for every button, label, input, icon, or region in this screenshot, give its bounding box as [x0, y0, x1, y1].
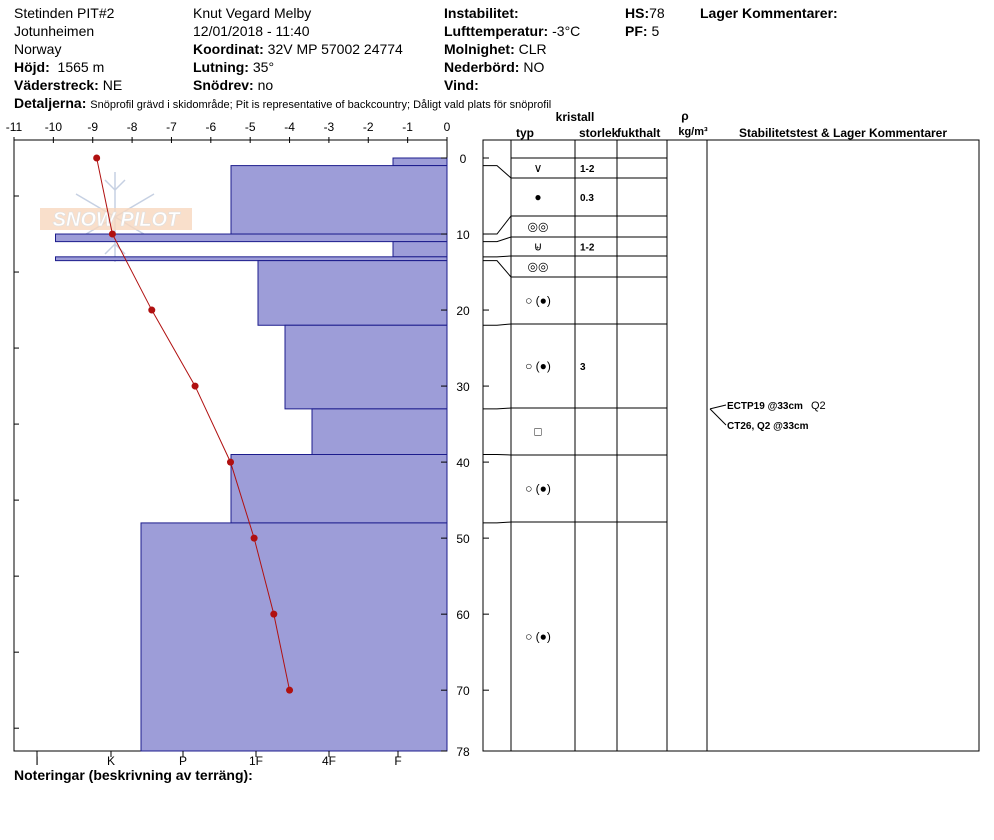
pf-row: PF: 5 [625, 23, 660, 39]
sky-row: Molnighet: CLR [444, 41, 547, 57]
datetime: 12/01/2018 - 11:40 [193, 23, 310, 39]
observer: Knut Vegard Melby [193, 5, 312, 21]
aspect-row: Väderstreck: NE [14, 77, 123, 93]
hardness-tick-label: K [106, 754, 116, 768]
col-type: typ [516, 126, 534, 140]
temp-tick-label: -4 [284, 120, 295, 134]
hardness-profile [56, 158, 448, 751]
grain-symbol: ⊌ [533, 239, 543, 254]
site-name: Stetinden PIT#2 [14, 5, 115, 21]
depth-tick-label: 20 [456, 304, 470, 319]
grain-symbol: ○ (●) [525, 359, 551, 373]
grain-symbol: ○ (●) [525, 629, 551, 644]
layer-connector [483, 408, 511, 409]
coord-row: Koordinat: 32V MP 57002 24774 [193, 41, 403, 57]
layer-connector [483, 216, 511, 234]
temp-point [192, 383, 199, 390]
depth-tick-label: 50 [456, 532, 470, 547]
watermark-text: SNOW PILOT [52, 209, 180, 231]
grain-size: 0.3 [580, 193, 594, 204]
table-frame [483, 140, 979, 751]
temp-point [227, 459, 234, 466]
col-rho: ρ [681, 109, 689, 123]
layer-connector [483, 522, 511, 523]
hardness-layer-1 [231, 166, 447, 234]
grain-symbol: ∨ [533, 161, 543, 175]
temp-point [270, 611, 277, 618]
depth-tick-label: 70 [456, 684, 470, 699]
stability-arrow [710, 405, 726, 409]
wind-row: Vind: [444, 77, 479, 93]
hardness-tick-label: 1F [248, 754, 264, 768]
stability-arrow [710, 409, 726, 425]
temp-tick-label: 0 [443, 120, 451, 134]
depth-tick-label: 0 [459, 152, 467, 166]
grain-size: 1-2 [580, 242, 595, 254]
temp-tick-label: -11 [5, 120, 23, 134]
temp-tick-label: -2 [362, 120, 374, 134]
snowpilot-watermark [40, 172, 192, 262]
temp-point [251, 535, 258, 542]
temp-point [109, 231, 116, 238]
region: Jotunheimen [14, 23, 95, 39]
stability-test-text: CT26, Q2 @33cm [727, 421, 809, 432]
temp-tick-label: -1 [402, 120, 413, 134]
grain-symbol: ◎◎ [527, 219, 549, 234]
notes-label: Noteringar (beskrivning av terräng): [14, 767, 253, 783]
stability-test-quality: Q2 [811, 400, 826, 412]
precip-row: Nederbörd: NO [444, 59, 545, 75]
details-row: Detaljerna: Snöprofil grävd i skidområde; Pit is representative of backcountry; Dåligt vald plats för snöprofil [14, 95, 552, 111]
hardness-tick-label: F [394, 754, 402, 768]
hardness-tick-label: P [178, 754, 188, 768]
airtemp-row: Lufttemperatur: -3°C [444, 23, 581, 39]
temp-tick-label: -3 [323, 120, 335, 134]
depth-tick-label: 10 [456, 228, 470, 243]
grain-symbol: ● [534, 190, 542, 204]
temp-tick-label: -6 [205, 120, 217, 134]
grain-symbol: ○ (●) [525, 481, 551, 496]
temp-point [148, 307, 155, 314]
hardness-tick-label: 4F [321, 754, 337, 768]
grain-symbol: ○ (●) [525, 293, 551, 308]
grain-symbol: □ [534, 424, 542, 439]
temp-point [93, 155, 100, 162]
hardness-layer-8 [231, 455, 447, 523]
layer-table [483, 109, 979, 751]
temp-point [286, 687, 293, 694]
depth-tick-label: 78 [456, 745, 470, 759]
layer-connector [483, 324, 511, 325]
elevation-row: Höjd: 1565 m [14, 59, 105, 75]
stability-test-text: ECTP19 @33cm [727, 401, 803, 412]
grain-size: 3 [580, 362, 586, 373]
temp-tick-label: -10 [44, 120, 63, 134]
layer-connector [483, 237, 511, 242]
col-stability: Stabilitetstest & Lager Kommentarer [738, 126, 948, 140]
temp-tick-label: -9 [87, 120, 99, 134]
depth-tick-label: 40 [456, 456, 470, 471]
temp-tick-label: -8 [126, 120, 138, 134]
col-moisture: fukthalt [617, 126, 661, 140]
hardness-tick-label: I [35, 754, 39, 768]
hardness-layer-6 [285, 325, 447, 409]
hs-row: HS:78 [625, 5, 665, 21]
hardness-layer-5 [258, 261, 447, 326]
hardness-layer-0 [393, 158, 447, 166]
hardness-axis [35, 751, 401, 768]
hardness-layer-4 [56, 257, 448, 261]
grain-size: 1-2 [580, 164, 595, 175]
hardness-layer-9 [141, 523, 447, 751]
layer-connector [483, 261, 511, 277]
depth-tick-label: 60 [456, 608, 470, 623]
layer-connector [483, 455, 511, 456]
layer-comments-label: Lager Kommentarer: [700, 5, 838, 21]
grain-symbol: ◎◎ [527, 259, 549, 274]
slope-row: Lutning: 35° [193, 59, 275, 75]
country: Norway [14, 41, 62, 57]
col-crystal: kristall [555, 110, 595, 124]
wind-transport-row: Snödrev: no [193, 77, 274, 93]
layer-connector [483, 256, 511, 257]
hardness-layer-3 [393, 242, 447, 257]
layer-connector [483, 166, 511, 178]
col-size: storlek [579, 126, 619, 140]
depth-tick-label: 30 [456, 380, 470, 395]
temp-tick-label: -7 [166, 120, 177, 134]
col-density: kg/m³ [678, 126, 708, 138]
hardness-layer-7 [312, 409, 447, 455]
temp-tick-label: -5 [244, 120, 256, 134]
instability-row: Instabilitet: [444, 5, 519, 21]
